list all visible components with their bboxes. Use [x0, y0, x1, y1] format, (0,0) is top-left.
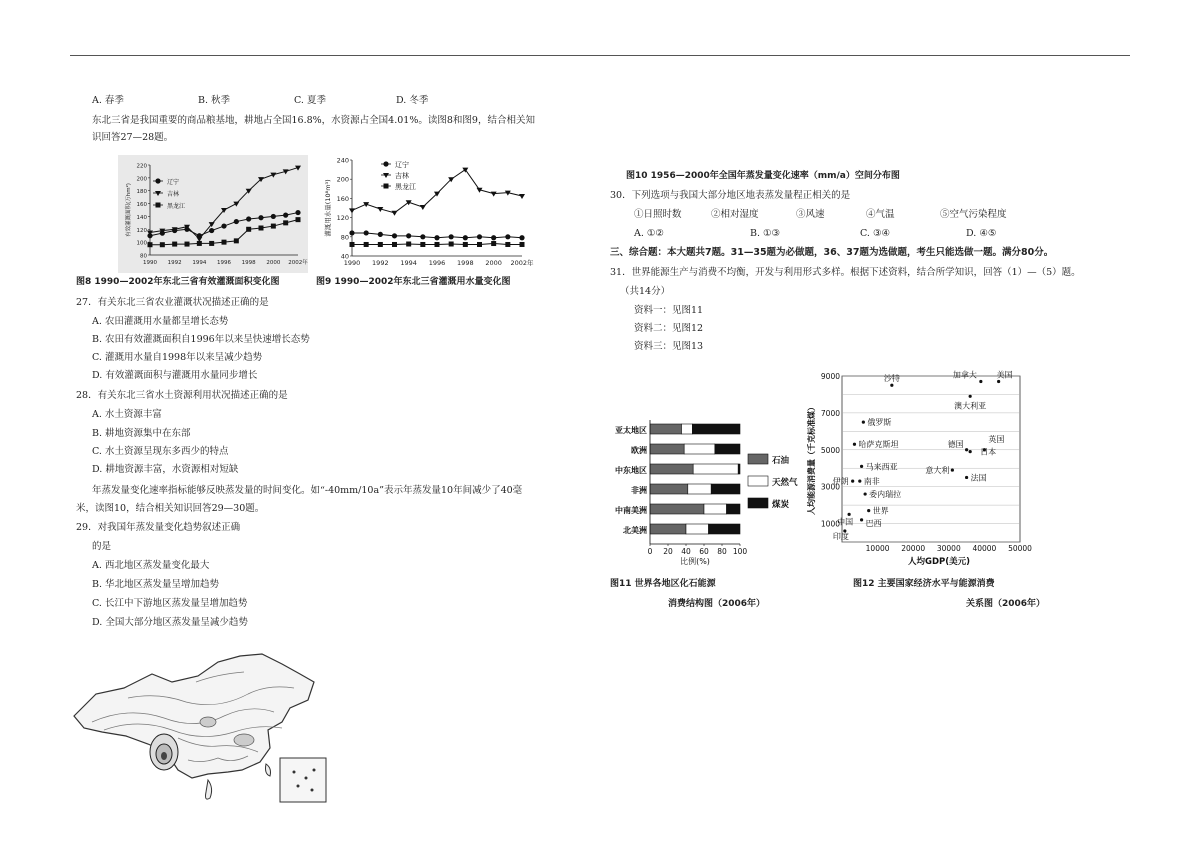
- point-label: 美国: [996, 370, 1013, 380]
- data-point: [364, 230, 369, 235]
- intro-27-28-line1: 东北三省是我国重要的商品粮基地，耕地占全国16.8%，水资源占全国4.01%。读图8和图9，结合相关知: [92, 115, 535, 126]
- point-label: 马来西亚: [865, 462, 898, 472]
- y-tick-label: 160: [136, 202, 147, 209]
- y-tick-label: 9000: [820, 372, 840, 381]
- data-point: [434, 235, 439, 240]
- data-point: [406, 233, 411, 238]
- x-tick-label: 1992: [372, 259, 389, 267]
- x-tick-label: 1990: [343, 259, 361, 267]
- fig9-caption: 图9 1990—2002年东北三省灌溉用水量变化图: [316, 277, 511, 287]
- data-point: [350, 242, 355, 247]
- data-point: [420, 242, 425, 247]
- category-label: 北美洲: [623, 526, 647, 535]
- q27-option-a: A. 农田灌溉用水量都呈增长态势: [92, 316, 229, 327]
- y-tick-label: 40: [340, 252, 349, 261]
- q30-item-4: ④气温: [866, 209, 895, 220]
- bar-segment-天然气: [704, 504, 727, 514]
- data-point: [449, 242, 454, 247]
- bar-segment-煤炭: [727, 504, 741, 514]
- legend-label: 辽宁: [395, 161, 409, 169]
- data-point: [271, 214, 276, 219]
- data-point: [283, 220, 288, 225]
- bar-segment-石油: [650, 524, 686, 534]
- x-tick-label: 2002年: [510, 259, 534, 267]
- data-point: [209, 241, 214, 246]
- x-tick-label: 1998: [241, 260, 256, 266]
- data-point: [258, 215, 263, 220]
- x-tick-label: 30000: [936, 544, 961, 553]
- bar-segment-石油: [650, 444, 684, 454]
- bar-segment-煤炭: [709, 524, 741, 534]
- q30-item-1: ①日照时数: [634, 209, 682, 220]
- x-tick-label: 1994: [192, 260, 207, 266]
- data-point: [172, 242, 177, 247]
- data-point: [435, 242, 440, 247]
- data-point: [259, 226, 264, 231]
- legend-swatch: [748, 454, 768, 464]
- data-point: [364, 242, 369, 247]
- intro-27-28-line2: 识回答27—28题。: [92, 132, 174, 143]
- data-point: [890, 384, 893, 387]
- data-point: [860, 518, 863, 521]
- x-tick-label: 20000: [901, 544, 926, 553]
- data-point: [378, 242, 383, 247]
- point-label: 委内瑞拉: [869, 490, 902, 500]
- point-label: 伊朗: [832, 477, 849, 487]
- legend-label: 黑龙江: [395, 183, 416, 191]
- x-tick-label: 1996: [428, 259, 446, 267]
- y-tick-label: 5000: [820, 445, 840, 455]
- y-tick-label: 200: [336, 175, 349, 184]
- q29-option-d: D. 全国大部分地区蒸发量呈减少趋势: [92, 617, 248, 628]
- data-point: [283, 213, 288, 218]
- data-point: [185, 242, 190, 247]
- y-tick-label: 3000: [820, 482, 840, 492]
- q30-option-a: A. ①②: [634, 228, 664, 239]
- bar-segment-煤炭: [738, 464, 740, 474]
- data-point: [463, 242, 468, 247]
- data-point: [221, 223, 226, 228]
- data-point: [505, 234, 510, 239]
- q28-option-c: C. 水土资源呈现东多西少的特点: [92, 446, 229, 457]
- legend-label: 黑龙江: [167, 203, 186, 210]
- category-label: 亚太地区: [615, 426, 647, 435]
- data-point: [979, 380, 982, 383]
- bar-segment-天然气: [688, 484, 711, 494]
- data-point: [392, 242, 397, 247]
- q31-material-2: 资料二：见图12: [634, 323, 704, 334]
- data-point: [477, 234, 482, 239]
- q30-item-2: ②相对湿度: [711, 209, 759, 220]
- point-label: 巴西: [865, 518, 882, 528]
- series-line-吉林: [352, 170, 522, 213]
- bar-segment-煤炭: [715, 444, 740, 454]
- point-label: 意大利: [925, 466, 950, 476]
- point-label: 日本: [980, 447, 997, 457]
- data-point: [864, 492, 867, 495]
- point-label: 沙特: [883, 374, 900, 384]
- data-point: [848, 513, 851, 516]
- data-point: [505, 242, 510, 247]
- x-tick-label: 1994: [400, 259, 417, 267]
- q30-item-3: ③风速: [796, 209, 825, 220]
- point-label: 俄罗斯: [867, 418, 892, 428]
- data-point: [209, 228, 214, 233]
- y-tick-label: 180: [136, 189, 147, 196]
- data-point: [965, 448, 968, 451]
- intro-29-30-line1: 年蒸发量变化速率指标能够反映蒸发量的时间变化。如“-40mm/10a”表示年蒸发量10年间减少了40毫: [92, 485, 523, 496]
- point-label: 中国: [837, 517, 854, 527]
- data-point: [997, 380, 1000, 383]
- x-tick-label: 1992: [167, 260, 182, 266]
- x-tick-label: 2000: [266, 260, 281, 266]
- legend-swatch: [748, 498, 768, 508]
- y-tick-label: 7000: [820, 408, 840, 418]
- data-point: [295, 210, 300, 215]
- fig9-chart: [322, 152, 548, 274]
- q28-stem: 28．有关东北三省水土资源利用状况描述正确的是: [76, 390, 288, 401]
- y-axis-label: 有效灌溉面积(万hm²): [126, 183, 132, 237]
- fig12-caption-line2: 关系图（2006年）: [966, 599, 1046, 609]
- y-tick-label: 80: [140, 253, 147, 260]
- bar-segment-石油: [650, 484, 688, 494]
- y-tick-label: 1000: [820, 519, 840, 529]
- x-tick-label: 100: [732, 547, 748, 556]
- bar-segment-煤炭: [711, 484, 740, 494]
- point-label: 印度: [832, 531, 849, 541]
- fig10-caption: 图10 1956—2000年全国年蒸发量变化速率（mm/a）空间分布图: [626, 171, 900, 181]
- data-point: [349, 230, 354, 235]
- data-point: [491, 241, 496, 246]
- data-point: [392, 233, 397, 238]
- data-point: [449, 234, 454, 239]
- x-tick-label: 1990: [143, 260, 157, 266]
- data-point: [862, 421, 865, 424]
- data-point: [246, 227, 251, 232]
- legend-label: 吉林: [167, 191, 180, 198]
- category-label: 中东地区: [615, 466, 647, 475]
- legend-swatch: [748, 476, 768, 486]
- y-axis-label: 人均能源消费量（千克标准煤）: [807, 403, 816, 515]
- data-point: [234, 219, 239, 224]
- bar-segment-石油: [650, 504, 704, 514]
- legend-label: 吉林: [395, 172, 409, 180]
- x-tick-label: 40000: [972, 544, 997, 553]
- x-tick-label: 1996: [217, 260, 231, 266]
- x-tick-label: 10000: [865, 544, 890, 553]
- q28-option-a: A. 水土资源丰富: [92, 409, 162, 420]
- bar-segment-天然气: [682, 424, 693, 434]
- bar-segment-石油: [650, 424, 682, 434]
- legend-label: 石油: [772, 456, 790, 466]
- q28-option-d: D. 耕地资源丰富，水资源相对短缺: [92, 464, 239, 475]
- x-tick-label: 1998: [457, 259, 474, 267]
- q29-stem2: 的是: [92, 541, 112, 552]
- data-point: [477, 242, 482, 247]
- point-label: 澳大利亚: [954, 401, 987, 411]
- y-tick-label: 120: [136, 227, 147, 234]
- fig8-chart: [118, 155, 308, 273]
- data-point: [378, 232, 383, 237]
- x-tick-label: 2000: [485, 259, 502, 267]
- x-tick-label: 0: [647, 547, 653, 556]
- data-point: [349, 208, 355, 213]
- data-point: [234, 238, 239, 243]
- q31-score: （共14分）: [620, 286, 671, 297]
- data-point: [246, 216, 251, 221]
- legend-label: 天然气: [772, 478, 798, 488]
- y-tick-label: 240: [336, 156, 349, 165]
- q29-option-b: B. 华北地区蒸发量呈增加趋势: [92, 579, 220, 590]
- data-point: [296, 217, 301, 222]
- q27-option-b: B. 农田有效灌溉面积自1996年以来呈快速增长态势: [92, 334, 310, 345]
- fig11-caption-line2: 消费结构图（2006年）: [668, 599, 766, 609]
- x-tick-label: 60: [699, 547, 709, 556]
- fig12-chart: [804, 366, 1040, 572]
- data-point: [951, 468, 954, 471]
- bar-segment-天然气: [693, 464, 738, 474]
- q29-option-a: A. 西北地区蒸发量变化最大: [92, 560, 210, 571]
- y-axis-label: 灌溉用水量(10⁸m³): [324, 179, 332, 237]
- q29-option-c: C. 长江中下游地区蒸发量呈增加趋势: [92, 598, 248, 609]
- y-tick-label: 100: [136, 240, 147, 247]
- legend-label: 煤炭: [772, 500, 790, 510]
- fig11-chart: [604, 418, 800, 570]
- x-tick-label: 2002年: [288, 260, 308, 266]
- q30-option-c: C. ③④: [860, 228, 891, 239]
- data-point: [463, 235, 468, 240]
- q26-option-c: C. 夏季: [294, 95, 326, 106]
- point-label: 法国: [970, 473, 987, 483]
- x-tick-label: 80: [717, 547, 727, 556]
- y-tick-label: 200: [136, 176, 147, 183]
- data-point: [519, 235, 524, 240]
- data-point: [420, 234, 425, 239]
- x-axis-label: 人均GDP(美元): [907, 557, 971, 567]
- q29-stem: 29．对我国年蒸发量变化趋势叙述正确: [76, 522, 241, 533]
- section3-heading: 三、综合题：本大题共7题。31—35题为必做题，36、37题为选做题，考生只能选做一题。满分80分。: [610, 247, 1054, 258]
- point-label: 德国: [947, 439, 964, 449]
- data-point: [491, 192, 497, 197]
- point-label: 哈萨克斯坦: [858, 440, 899, 450]
- bar-segment-天然气: [684, 444, 715, 454]
- fig11-caption-line1: 图11 世界各地区化石能源: [610, 579, 716, 589]
- legend-marker: [383, 173, 389, 178]
- q26-option-d: D. 冬季: [396, 95, 429, 106]
- q27-option-d: D. 有效灌溉面积与灌溉用水量同步增长: [92, 370, 258, 381]
- data-point: [858, 480, 861, 483]
- category-label: 非洲: [631, 486, 647, 495]
- data-point: [519, 194, 525, 199]
- data-point: [867, 509, 870, 512]
- header-rule: [70, 55, 1130, 56]
- plot-frame: [842, 376, 1020, 542]
- data-point: [491, 235, 496, 240]
- q30-option-d: D. ④⑤: [966, 228, 997, 239]
- q26-option-b: B. 秋季: [198, 95, 231, 106]
- x-tick-label: 40: [681, 547, 691, 556]
- q28-option-b: B. 耕地资源集中在东部: [92, 428, 191, 439]
- q27-stem: 27．有关东北三省农业灌溉状况描述正确的是: [76, 297, 269, 308]
- legend-label: 辽宁: [167, 179, 180, 186]
- x-axis-label: 比例(%): [680, 557, 710, 566]
- q26-option-a: A. 春季: [92, 95, 124, 106]
- fig10-map: [68, 652, 330, 808]
- bar-segment-石油: [650, 464, 693, 474]
- data-point: [148, 242, 153, 247]
- point-label: 世界: [872, 506, 889, 516]
- data-point: [271, 224, 276, 229]
- bar-segment-煤炭: [692, 424, 740, 434]
- point-label: 南非: [863, 477, 880, 487]
- data-point: [197, 241, 202, 246]
- q31-material-1: 资料一：见图11: [634, 305, 704, 316]
- y-tick-label: 140: [136, 214, 147, 221]
- data-point: [406, 242, 411, 247]
- data-point: [969, 395, 972, 398]
- intro-29-30-line2: 米，读图10，结合相关知识回答29—30题。: [76, 503, 265, 514]
- bar-segment-天然气: [686, 524, 709, 534]
- data-point: [222, 240, 227, 245]
- x-tick-label: 20: [663, 547, 673, 556]
- q30-option-b: B. ①③: [750, 228, 781, 239]
- q27-option-c: C. 灌溉用水量自1998年以来呈减少趋势: [92, 352, 263, 363]
- category-label: 欧洲: [631, 446, 647, 455]
- data-point: [969, 450, 972, 453]
- data-point: [853, 443, 856, 446]
- y-tick-label: 220: [136, 163, 147, 170]
- data-point: [420, 205, 426, 210]
- x-tick-label: 50000: [1008, 544, 1032, 553]
- data-point: [520, 242, 525, 247]
- fig12-caption-line1: 图12 主要国家经济水平与能源消费: [853, 579, 995, 589]
- fig8-caption: 图8 1990—2002年东北三省有效灌溉面积变化图: [76, 277, 280, 287]
- data-point: [160, 242, 165, 247]
- data-point: [851, 480, 854, 483]
- data-point: [392, 211, 398, 216]
- q31-stem: 31．世界能源生产与消费不均衡，开发与利用形式多样。根据下述资料，结合所学知识，回答（1）—（5）题。: [610, 267, 1081, 278]
- category-label: 中南美洲: [615, 506, 647, 515]
- q30-stem: 30．下列选项与我国大部分地区地表蒸发量程正相关的是: [610, 190, 851, 201]
- point-label: 英国: [988, 434, 1005, 444]
- y-tick-label: 120: [336, 214, 349, 223]
- y-tick-label: 80: [340, 233, 349, 242]
- data-point: [965, 476, 968, 479]
- q31-material-3: 资料三：见图13: [634, 341, 704, 352]
- q30-item-5: ⑤空气污染程度: [940, 209, 1007, 220]
- y-tick-label: 160: [336, 194, 349, 203]
- data-point: [860, 465, 863, 468]
- point-label: 加拿大: [952, 370, 977, 380]
